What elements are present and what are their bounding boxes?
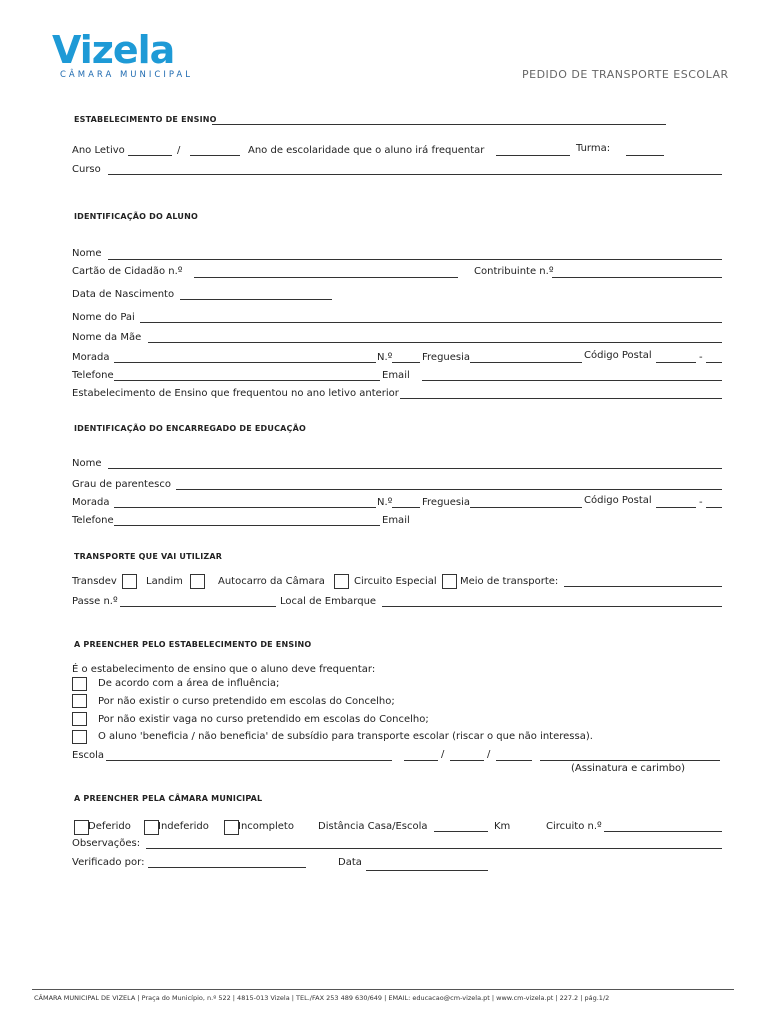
aluno-cp-suffix-field[interactable] bbox=[706, 362, 722, 363]
circuito-checkbox[interactable] bbox=[442, 574, 457, 589]
enc-morada-label: Morada bbox=[72, 497, 110, 508]
aluno-numero-label: N.º bbox=[377, 352, 393, 363]
opt3-label: Por não existir vaga no curso pretendido em escolas do Concelho; bbox=[98, 714, 429, 725]
contribuinte-label: Contribuinte n.º bbox=[474, 266, 554, 277]
document-title: PEDIDO DE TRANSPORTE ESCOLAR bbox=[522, 68, 729, 81]
meio-label: Meio de transporte: bbox=[460, 576, 559, 587]
aluno-freguesia-label: Freguesia bbox=[422, 352, 471, 363]
deferido-label: Deferido bbox=[88, 821, 131, 832]
aluno-telefone-field[interactable] bbox=[114, 380, 380, 381]
circuito-num-label: Circuito n.º bbox=[546, 821, 602, 832]
enc-cp-prefix-field[interactable] bbox=[656, 507, 696, 508]
date-slash-2: / bbox=[487, 749, 491, 760]
ano-letivo-label: Ano Letivo bbox=[72, 145, 125, 156]
autocarro-checkbox[interactable] bbox=[334, 574, 349, 589]
passe-label: Passe n.º bbox=[72, 596, 118, 607]
enc-telefone-label: Telefone bbox=[72, 515, 114, 526]
incompleto-checkbox[interactable] bbox=[224, 820, 239, 835]
opt4-checkbox[interactable] bbox=[72, 730, 87, 744]
opt1-checkbox[interactable] bbox=[72, 677, 87, 691]
pai-field[interactable] bbox=[140, 322, 722, 323]
slash: / bbox=[177, 145, 181, 156]
section-heading-aluno: IDENTIFICAÇÃO DO ALUNO bbox=[74, 212, 198, 221]
ano-escolaridade-field[interactable] bbox=[496, 155, 570, 156]
passe-field[interactable] bbox=[120, 606, 276, 607]
estab-anterior-label: Estabelecimento de Ensino que frequentou no ano letivo anterior bbox=[72, 388, 399, 399]
aluno-nome-field[interactable] bbox=[108, 259, 722, 260]
date-year-field[interactable] bbox=[496, 760, 532, 761]
assinatura-label: (Assinatura e carimbo) bbox=[571, 763, 686, 774]
date-day-field[interactable] bbox=[404, 760, 438, 761]
ano-escolaridade-label: Ano de escolaridade que o aluno irá frequentar bbox=[248, 145, 485, 156]
assinatura-field[interactable] bbox=[540, 760, 720, 761]
enc-nome-label: Nome bbox=[72, 458, 102, 469]
aluno-email-field[interactable] bbox=[422, 380, 722, 381]
opt4-label: O aluno 'beneficia / não beneficia' de subsídio para transporte escolar (riscar o que não interessa). bbox=[98, 731, 593, 742]
section-heading-school: ESTABELECIMENTO DE ENSINO bbox=[74, 115, 217, 124]
footer-divider bbox=[32, 989, 734, 990]
circuito-label: Circuito Especial bbox=[354, 576, 437, 587]
deferido-checkbox[interactable] bbox=[74, 820, 89, 835]
km-label: Km bbox=[494, 821, 511, 832]
enc-telefone-field[interactable] bbox=[114, 525, 380, 526]
aluno-freguesia-field[interactable] bbox=[470, 362, 582, 363]
enc-nome-field[interactable] bbox=[108, 468, 722, 469]
date-month-field[interactable] bbox=[450, 760, 484, 761]
grau-field[interactable] bbox=[176, 489, 722, 490]
section-heading-estab: A PREENCHER PELO ESTABELECIMENTO DE ENSINO bbox=[74, 640, 312, 649]
autocarro-label: Autocarro da Câmara bbox=[218, 576, 325, 587]
incompleto-label: Incompleto bbox=[238, 821, 294, 832]
enc-codigo-postal-label: Código Postal bbox=[584, 495, 652, 506]
aluno-numero-field[interactable] bbox=[392, 362, 420, 363]
distancia-field[interactable] bbox=[434, 831, 488, 832]
nascimento-field[interactable] bbox=[180, 299, 332, 300]
aluno-cp-dash: - bbox=[699, 352, 703, 363]
aluno-morada-label: Morada bbox=[72, 352, 110, 363]
data-field[interactable] bbox=[366, 870, 488, 871]
aluno-codigo-postal-label: Código Postal bbox=[584, 350, 652, 361]
aluno-nome-label: Nome bbox=[72, 248, 102, 259]
ano-letivo-start-field[interactable] bbox=[128, 155, 172, 156]
enc-freguesia-field[interactable] bbox=[470, 507, 582, 508]
section-heading-transporte: TRANSPORTE QUE VAI UTILIZAR bbox=[74, 552, 223, 561]
landim-label: Landim bbox=[146, 576, 183, 587]
curso-label: Curso bbox=[72, 164, 101, 175]
aluno-morada-field[interactable] bbox=[114, 362, 376, 363]
cartao-label: Cartão de Cidadão n.º bbox=[72, 266, 183, 277]
school-name-field[interactable] bbox=[212, 124, 666, 125]
enc-morada-field[interactable] bbox=[114, 507, 376, 508]
opt2-checkbox[interactable] bbox=[72, 694, 87, 708]
estab-anterior-field[interactable] bbox=[400, 398, 722, 399]
section-heading-encarregado: IDENTIFICAÇÃO DO ENCARREGADO DE EDUCAÇÃO bbox=[74, 424, 306, 433]
mae-field[interactable] bbox=[148, 342, 722, 343]
estab-question: É o estabelecimento de ensino que o aluno deve frequentar: bbox=[72, 664, 376, 675]
opt1-label: De acordo com a área de influência; bbox=[98, 678, 280, 689]
enc-email-label: Email bbox=[382, 515, 410, 526]
local-label: Local de Embarque bbox=[280, 596, 377, 607]
distancia-label: Distância Casa/Escola bbox=[318, 821, 428, 832]
contribuinte-field[interactable] bbox=[552, 277, 722, 278]
aluno-email-label: Email bbox=[382, 370, 410, 381]
logo-text: Vizela bbox=[52, 28, 175, 72]
turma-label: Turma: bbox=[576, 143, 611, 154]
mae-label: Nome da Mãe bbox=[72, 332, 142, 343]
observacoes-label: Observações: bbox=[72, 838, 141, 849]
indeferido-label: Indeferido bbox=[158, 821, 209, 832]
landim-checkbox[interactable] bbox=[190, 574, 205, 589]
enc-cp-dash: - bbox=[699, 497, 703, 508]
circuito-num-field[interactable] bbox=[604, 831, 722, 832]
section-heading-camara: A PREENCHER PELA CÂMARA MUNICIPAL bbox=[74, 794, 263, 803]
verificado-label: Verificado por: bbox=[72, 857, 145, 868]
verificado-field[interactable] bbox=[148, 867, 306, 868]
aluno-telefone-label: Telefone bbox=[72, 370, 114, 381]
enc-cp-suffix-field[interactable] bbox=[706, 507, 722, 508]
enc-numero-field[interactable] bbox=[392, 507, 420, 508]
transdev-label: Transdev bbox=[72, 576, 117, 587]
transdev-checkbox[interactable] bbox=[122, 574, 137, 589]
escola-label: Escola bbox=[72, 750, 105, 761]
turma-field[interactable] bbox=[626, 155, 664, 156]
nascimento-label: Data de Nascimento bbox=[72, 289, 175, 300]
grau-label: Grau de parentesco bbox=[72, 479, 171, 490]
enc-freguesia-label: Freguesia bbox=[422, 497, 471, 508]
local-field[interactable] bbox=[382, 606, 722, 607]
curso-field[interactable] bbox=[108, 174, 722, 175]
escola-field[interactable] bbox=[106, 760, 392, 761]
enc-numero-label: N.º bbox=[377, 497, 393, 508]
observacoes-field[interactable] bbox=[146, 848, 722, 849]
ano-letivo-end-field[interactable] bbox=[190, 155, 240, 156]
indeferido-checkbox[interactable] bbox=[144, 820, 159, 835]
opt3-checkbox[interactable] bbox=[72, 712, 87, 726]
logo-subtitle: CÂMARA MUNICIPAL bbox=[60, 70, 193, 80]
aluno-cp-prefix-field[interactable] bbox=[656, 362, 696, 363]
footer-text: CÂMARA MUNICIPAL DE VIZELA | Praça do Município, n.º 522 | 4815-013 Vizela | TEL./FAX 253 489 630/649 | EMAIL: educacao@cm-vizela.pt | www.cm-vizela.pt | 227.2 | pág.1/2 bbox=[34, 994, 610, 1002]
pai-label: Nome do Pai bbox=[72, 312, 135, 323]
logo bbox=[52, 30, 193, 80]
meio-field[interactable] bbox=[564, 586, 722, 587]
cartao-field[interactable] bbox=[194, 277, 458, 278]
data-label: Data bbox=[338, 857, 362, 868]
date-slash-1: / bbox=[441, 749, 445, 760]
opt2-label: Por não existir o curso pretendido em escolas do Concelho; bbox=[98, 696, 395, 707]
